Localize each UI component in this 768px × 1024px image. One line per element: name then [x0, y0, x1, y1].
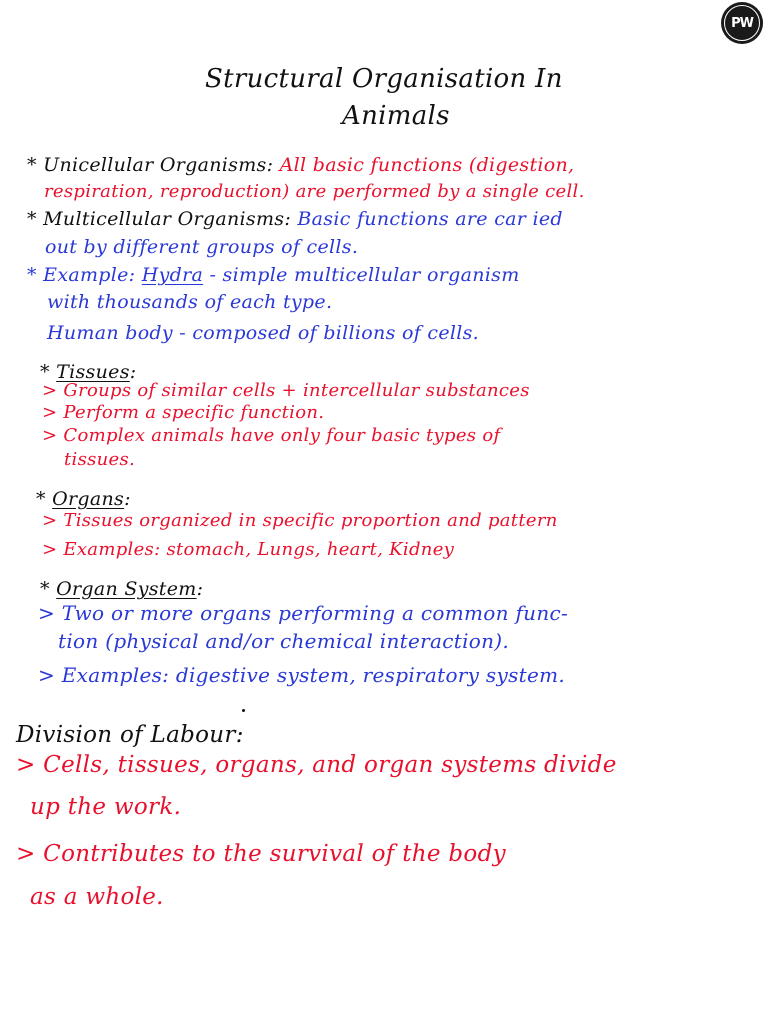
unicellular-line-2: respiration, reproduction) are performed by a single cell. [44, 181, 585, 202]
pw-logo [721, 2, 763, 44]
pw-logo-text: PW [724, 5, 760, 41]
organ-system-point-3: > Examples: digestive system, respiratory system. [38, 663, 566, 687]
division-point-1: > Cells, tissues, organs, and organ systems divide [16, 752, 617, 778]
organ-system-heading [40, 580, 203, 599]
organs-heading [36, 490, 131, 509]
organ-system-bullet: * [40, 578, 50, 600]
division-point-4: as a whole. [30, 884, 164, 910]
division-heading: Division of Labour: [16, 722, 244, 748]
organ-system-heading-text: Organ System [56, 578, 197, 600]
example-label: Example: [43, 264, 136, 286]
unicellular-label: Unicellular Organisms: [43, 154, 274, 176]
organs-point-1: > Tissues organized in specific proportion and pattern [42, 510, 558, 531]
tissues-bullet: * [40, 361, 50, 383]
tissues-point-1: > Groups of similar cells + intercellular substances [42, 380, 530, 401]
multicellular-bullet: * [27, 208, 37, 230]
page-title-line-2: Animals [342, 101, 450, 131]
multicellular-line-2: out by different groups of cells. [45, 236, 359, 258]
multicellular-text: Basic functions are car ied [297, 208, 563, 230]
example-hydra: Hydra [141, 264, 204, 286]
organ-system-colon: : [196, 578, 204, 600]
tissues-point-2: > Perform a specific function. [42, 402, 325, 423]
ink-dot [242, 709, 245, 712]
example-text: - simple multicellular organism [209, 264, 520, 286]
organs-bullet: * [36, 488, 46, 510]
division-point-2: up the work. [30, 794, 182, 820]
multicellular-line-1 [27, 210, 563, 229]
unicellular-text: All basic functions (digestion, [279, 154, 575, 176]
example-bullet: * [27, 264, 37, 286]
tissues-point-3: > Complex animals have only four basic types of [42, 425, 501, 446]
example-line-2: with thousands of each type. [47, 291, 333, 313]
organ-system-point-2: tion (physical and/or chemical interaction). [58, 629, 510, 653]
tissues-colon: : [129, 361, 137, 383]
tissues-heading-text: Tissues [56, 361, 130, 383]
organs-point-2: > Examples: stomach, Lungs, heart, Kidney [42, 539, 455, 560]
organs-colon: : [124, 488, 131, 510]
division-point-3: > Contributes to the survival of the body [16, 841, 506, 867]
organ-system-point-1: > Two or more organs performing a common func- [38, 601, 569, 625]
page-title-line-1: Structural Organisation In [205, 64, 563, 94]
example-line-1 [27, 266, 520, 285]
unicellular-line-1 [27, 156, 574, 175]
multicellular-label: Multicellular Organisms: [43, 208, 292, 230]
example-line-3: Human body - composed of billions of cells. [47, 322, 480, 344]
unicellular-bullet: * [27, 154, 37, 176]
tissues-point-4: tissues. [64, 449, 136, 470]
organs-heading-text: Organs [52, 488, 125, 510]
